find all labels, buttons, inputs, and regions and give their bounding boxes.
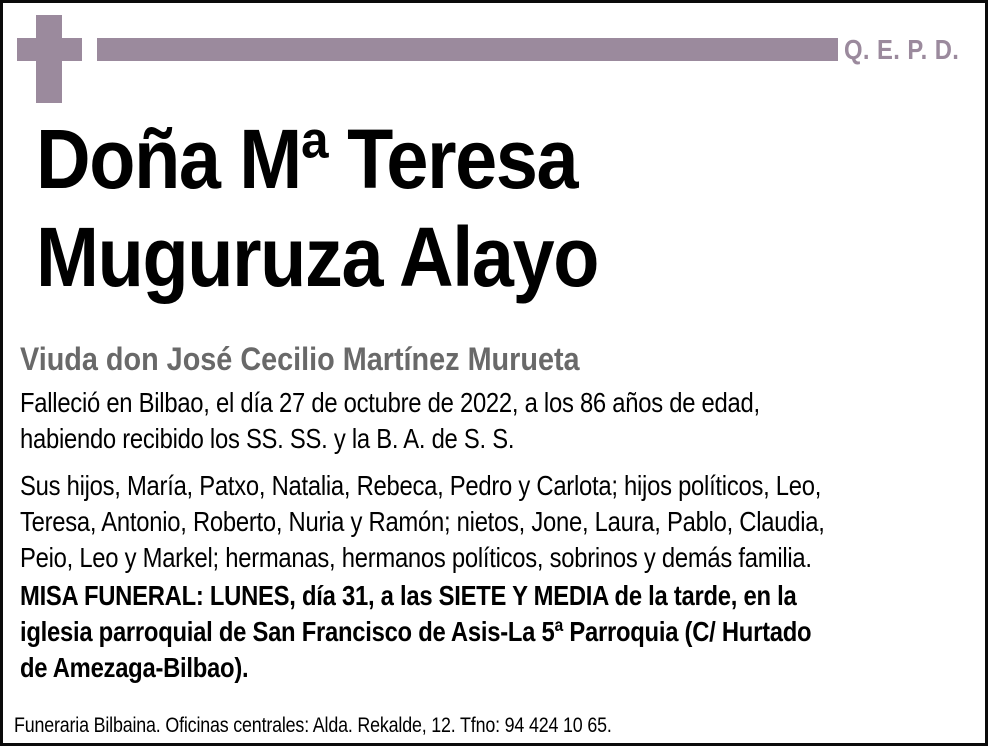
header-rule bbox=[97, 38, 838, 61]
death-paragraph bbox=[20, 385, 890, 457]
deceased-name-line-2: Muguruza Alayo bbox=[36, 210, 599, 304]
funeral-paragraph-line-3: de Amezaga-Bilbao). bbox=[20, 652, 249, 683]
funeral-paragraph-line-1: MISA FUNERAL: LUNES, día 31, a las SIETE Y MEDIA de la tarde, en la bbox=[20, 580, 797, 611]
funeral-home-info: Funeraria Bilbaina. Oficinas centrales: Alda. Rekalde, 12. Tfno: 94 424 10 65. bbox=[14, 714, 612, 737]
relation-subtitle: Viuda don José Cecilio Martínez Murueta bbox=[20, 341, 580, 377]
family-paragraph bbox=[20, 468, 967, 576]
deceased-name-line-1: Doña Mª Teresa bbox=[36, 112, 578, 206]
death-paragraph-line-1: Falleció en Bilbao, el día 27 de octubre de 2022, a los 86 años de edad, bbox=[20, 387, 760, 418]
qepd-label: Q. E. P. D. bbox=[844, 34, 960, 65]
funeral-paragraph bbox=[20, 578, 951, 686]
family-paragraph-line-1: Sus hijos, María, Patxo, Natalia, Rebeca, Pedro y Carlota; hijos políticos, Leo, bbox=[20, 470, 822, 501]
cross-icon bbox=[17, 15, 82, 103]
deceased-name bbox=[36, 110, 661, 306]
family-paragraph-line-2: Teresa, Antonio, Roberto, Nuria y Ramón; nietos, Jone, Laura, Pablo, Claudia, bbox=[20, 506, 825, 537]
family-paragraph-line-3: Peio, Leo y Markel; hermanas, hermanos políticos, sobrinos y demás familia. bbox=[20, 542, 812, 573]
death-paragraph-line-2: habiendo recibido los SS. SS. y la B. A. de S. S. bbox=[20, 423, 515, 454]
funeral-paragraph-line-2: iglesia parroquial de San Francisco de Asis-La 5ª Parroquia (C/ Hurtado bbox=[20, 616, 812, 647]
